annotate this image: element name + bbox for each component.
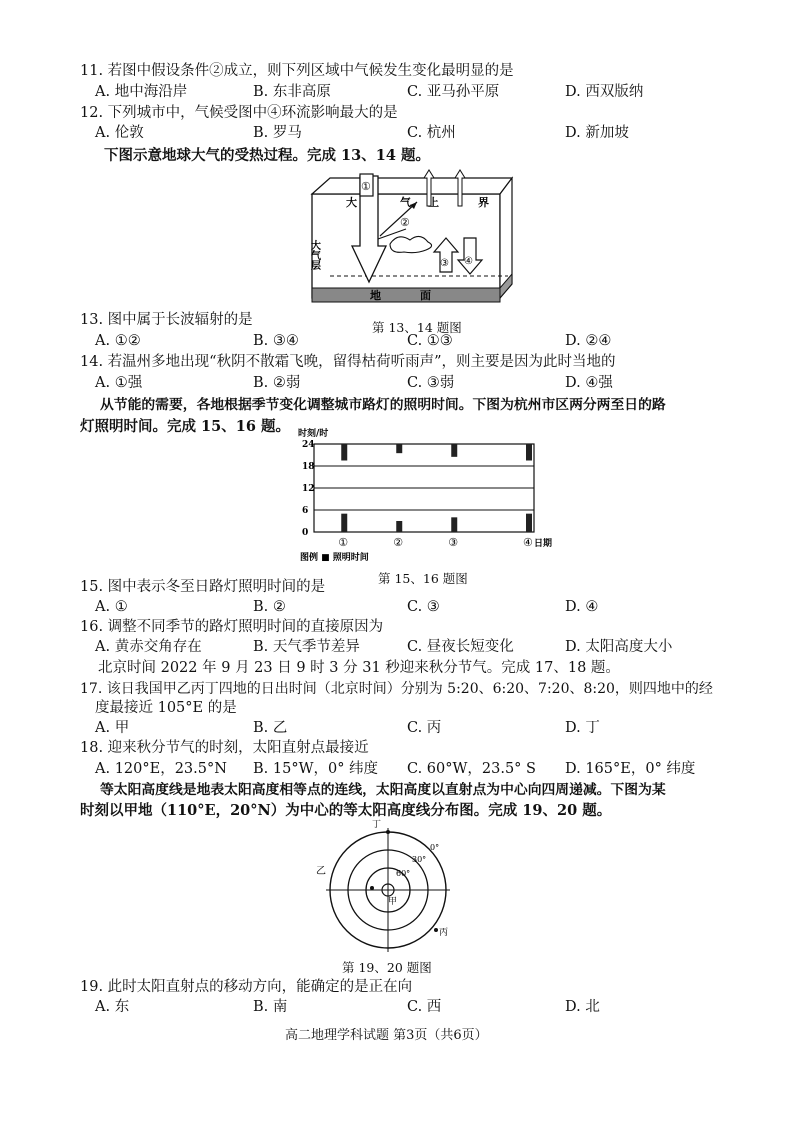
y-tick-label: 0 (302, 528, 309, 538)
intro-19-20-line2: 时刻以甲地（110°E，20°N）为中心的等太阳高度线分布图。完成 19、20 题。 (80, 802, 612, 819)
q14-option-d: D. ④强 (565, 375, 613, 391)
q13-option-a: A. ①② (95, 333, 141, 349)
q16-option-b: B. 天气季节差异 (253, 639, 360, 655)
q15-option-d: D. ④ (565, 599, 599, 615)
q18-option-c: C. 60°W，23.5° S (407, 761, 536, 777)
fig13-caption: 第 13、14 题图 (372, 320, 462, 335)
q11-option-d: D. 西双版纳 (565, 84, 644, 100)
q13-option-b: B. ③④ (253, 333, 299, 349)
intro-13-14: 下图示意地球大气的受热过程。完成 13、14 题。 (104, 147, 430, 164)
label-3: ③ (440, 258, 449, 269)
q12-stem: 12. 下列城市中，气候受图中④环流影响最大的是 (80, 105, 398, 121)
intro-15-16-line2: 灯照明时间。完成 15、16 题。 (80, 418, 290, 435)
label-1: ① (361, 180, 371, 193)
x-category-label: ② (393, 536, 404, 549)
q17-stem-line2: 度最接近 105°E 的是 (95, 700, 237, 716)
q19-option-c: C. 西 (407, 999, 442, 1015)
q18-option-d: D. 165°E，0° 纬度 (565, 761, 696, 777)
morning-lighting-bar (526, 514, 532, 532)
q17-option-d: D. 丁 (565, 720, 600, 736)
q11-stem: 11. 若图中假设条件②成立，则下列区域中气候发生变化最明显的是 (80, 63, 514, 79)
y-tick-label: 6 (302, 506, 309, 516)
q14-option-c: C. ③弱 (407, 375, 455, 391)
evening-lighting-bar (451, 444, 457, 457)
evening-lighting-bar (341, 444, 347, 461)
label-bing: 丙 (439, 928, 449, 938)
top-label-shang: 上 (428, 196, 439, 209)
label-jia: 甲 (388, 897, 398, 907)
x-category-label: ① (338, 536, 349, 549)
q17-stem-line1: 17. 该日我国甲乙丙丁四地的日出时间（北京时间）分别为 5:20、6:20、7:20、8:20，则四地中的经 (80, 681, 713, 697)
lighting-time-chart (280, 424, 553, 574)
q17-option-c: C. 丙 (407, 720, 442, 736)
q18-option-a: A. 120°E，23.5°N (95, 761, 227, 777)
q19-stem: 19. 此时太阳直射点的移动方向，能确定的是正在向 (80, 979, 413, 995)
q17-option-a: A. 甲 (95, 720, 130, 736)
morning-lighting-bar (341, 514, 347, 532)
fig19-caption: 第 19、20 题图 (342, 960, 432, 975)
morning-lighting-bar (396, 521, 402, 532)
q16-option-a: A. 黄赤交角存在 (95, 639, 202, 655)
q16-option-d: D. 太阳高度大小 (565, 639, 673, 655)
q19-option-b: B. 南 (253, 999, 288, 1015)
label-30-deg: 30° (412, 855, 427, 864)
y-tick-label: 18 (302, 462, 315, 472)
intro-19-20-line1: 等太阳高度线是地表太阳高度相等点的连线，太阳高度以直射点为中心向四周递减。下图为某 (100, 782, 666, 798)
q16-option-c: C. 昼夜长短变化 (407, 639, 514, 655)
q18-stem: 18. 迎来秋分节气的时刻，太阳直射点最接近 (80, 740, 369, 756)
ground-label-1: 地 (370, 289, 381, 302)
q13-option-c: C. ①③ (407, 333, 453, 349)
q16-stem: 16. 调整不同季节的路灯照明时间的直接原因为 (80, 619, 384, 635)
q14-option-b: B. ②弱 (253, 375, 301, 391)
q11-option-b: B. 东非高原 (253, 84, 331, 100)
chart-legend: 图例 ■ 照明时间 (300, 553, 369, 563)
evening-lighting-bar (396, 444, 402, 453)
side-label: 大气层 (308, 240, 320, 270)
q15-option-a: A. ① (95, 599, 128, 615)
top-label-jie: 界 (478, 196, 489, 209)
morning-lighting-bar (451, 517, 457, 532)
q11-option-a: A. 地中海沿岸 (95, 84, 188, 100)
q15-option-b: B. ② (253, 599, 286, 615)
q12-option-d: D. 新加坡 (565, 125, 629, 141)
q19-option-d: D. 北 (565, 999, 600, 1015)
atmosphere-heating-diagram (300, 166, 520, 316)
q19-option-a: A. 东 (95, 999, 130, 1015)
intro-17-18: 北京时间 2022 年 9 月 23 日 9 时 3 分 31 秒迎来秋分节气。完成 17、18 题。 (98, 660, 620, 676)
q14-option-a: A. ①强 (95, 375, 143, 391)
q13-option-d: D. ②④ (565, 333, 612, 349)
q18-option-b: B. 15°W，0° 纬度 (253, 761, 379, 777)
label-2: ② (400, 216, 410, 229)
q15-option-c: C. ③ (407, 599, 440, 615)
top-label-qi: 气 (400, 196, 411, 209)
q12-option-a: A. 伦敦 (95, 125, 144, 141)
label-ding: 丁 (372, 820, 382, 830)
q12-option-b: B. 罗马 (253, 125, 302, 141)
y-axis-label: 时刻/时 (298, 429, 329, 439)
sun-altitude-diagram (316, 818, 460, 958)
q17-option-b: B. 乙 (253, 720, 288, 736)
x-category-label: ③ (448, 536, 459, 549)
q14-stem: 14. 若温州多地出现“秋阴不散霜飞晚，留得枯荷听雨声”，则主要是因为此时当地的 (80, 354, 616, 370)
label-4: ④ (464, 256, 473, 267)
x-axis-label: 日期 (534, 539, 553, 549)
y-tick-label: 24 (302, 440, 315, 450)
page-footer: 高二地理学科试题 第3页（共6页） (285, 1028, 488, 1043)
y-tick-label: 12 (302, 484, 315, 494)
q11-option-c: C. 亚马孙平原 (407, 84, 500, 100)
ground-label-2: 面 (420, 289, 431, 302)
label-yi: 乙 (316, 866, 326, 877)
evening-lighting-bar (526, 444, 532, 461)
q15-stem: 15. 图中表示冬至日路灯照明时间的是 (80, 579, 326, 595)
chart-caption: 第 15、16 题图 (378, 571, 468, 586)
q12-option-c: C. 杭州 (407, 125, 456, 141)
q13-stem: 13. 图中属于长波辐射的是 (80, 312, 253, 328)
label-60-deg: 60° (396, 869, 411, 878)
x-category-label: ④ (523, 536, 533, 549)
intro-15-16-line1: 从节能的需要，各地根据季节变化调整城市路灯的照明时间。下图为杭州市区两分两至日的路 (100, 397, 666, 413)
label-0-deg: 0° (430, 843, 440, 852)
top-label-da: 大 (346, 196, 357, 209)
